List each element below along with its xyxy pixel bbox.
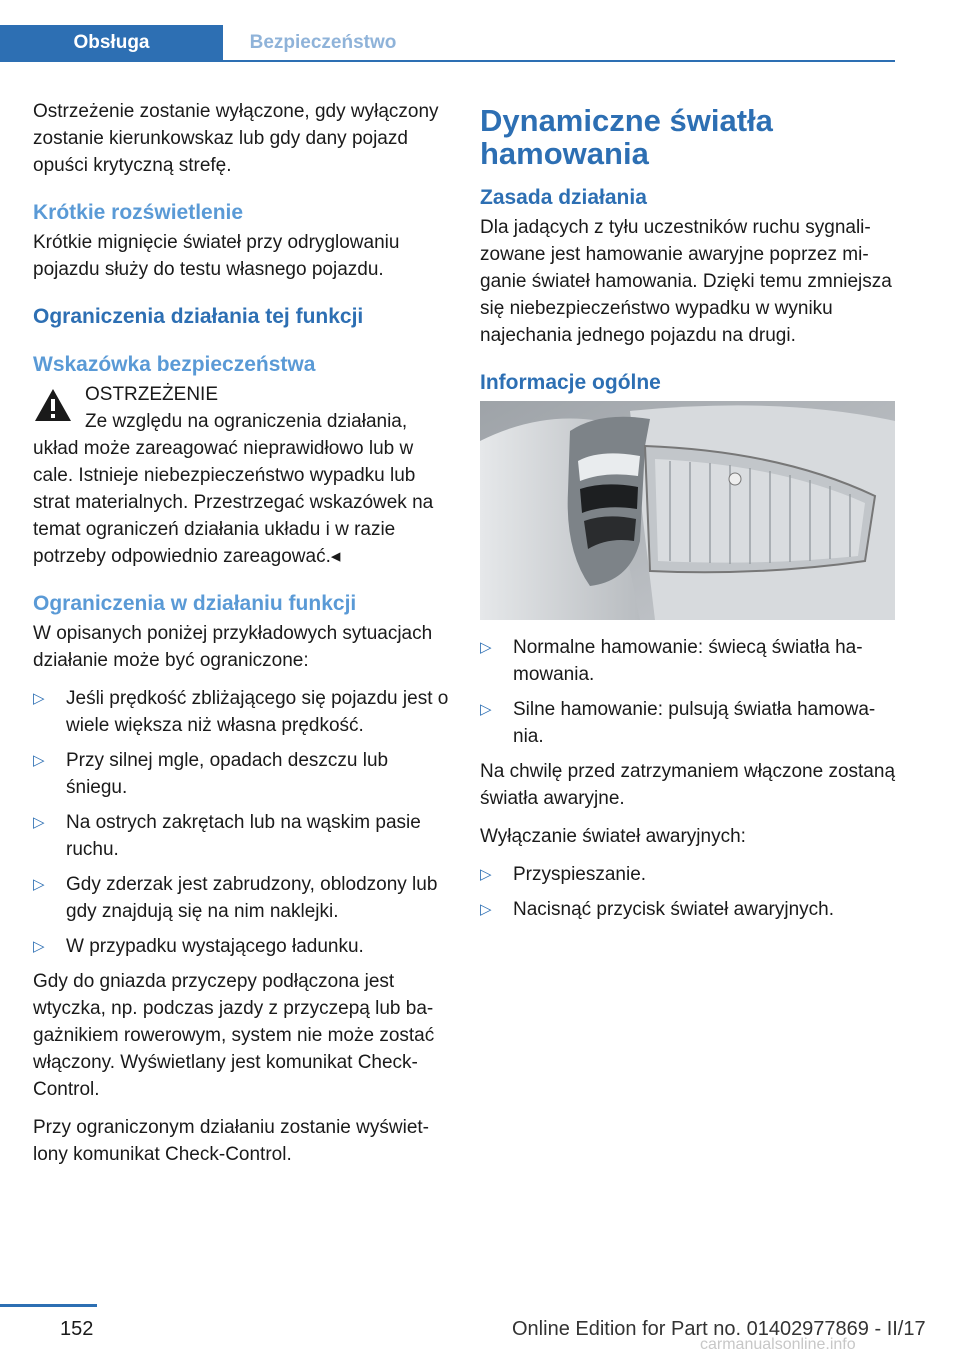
bullet-triangle-icon: ▷	[33, 690, 45, 707]
tab-obsluga[interactable]: Obsługa	[0, 25, 223, 61]
bullet-triangle-icon: ▷	[480, 866, 492, 883]
list-item: ▷ Silne hamowanie: pulsują światła hamowania.	[480, 696, 898, 750]
list-item: ▷ Przyspieszanie.	[480, 861, 898, 888]
short-flash-paragraph: Krótkie mignięcie świateł przy odryglowaniu pojazdu służy do testu własnego pojazdu.	[33, 232, 400, 280]
tail-light-image	[480, 401, 895, 620]
warning-block	[33, 381, 453, 431]
heading-safety-note: Wskazówka bezpieczeństwa	[33, 353, 316, 376]
heading-function-limits: Ograniczenia działania tej funkcji	[33, 305, 364, 328]
list-item: ▷ W przypadku wystającego ładunku.	[33, 933, 453, 960]
heading-principle: Zasada działania	[480, 186, 647, 209]
intro-paragraph: Ostrzeżenie zostanie wyłączone, gdy wyłączony zostanie kierunkowskaz lub gdy dany pojazd opuści krytyczną strefę.	[33, 101, 439, 176]
heading-short-flash: Krótkie rozświetlenie	[33, 201, 244, 224]
right-column	[480, 98, 898, 931]
warning-triangle-icon	[33, 387, 73, 423]
braking-list	[480, 634, 898, 750]
list-item: ▷ Gdy zderzak jest zabrudzony, oblodzony lub gdy znajdują się na nim naklejki.	[33, 871, 453, 925]
tab-bezpieczenstwo[interactable]: Bezpieczeństwo	[249, 32, 397, 53]
func-restrictions-paragraph: W opisanych poniżej przykładowych sytuacjach działanie może być ograniczone:	[33, 623, 433, 671]
list-item: ▷ Na ostrych zakrętach lub na wąskim pasie ruchu.	[33, 809, 453, 863]
watermark: carmanualsonline.info	[700, 1336, 856, 1353]
list-item: ▷ Nacisnąć przycisk świateł awaryjnych.	[480, 896, 898, 923]
left-column	[33, 98, 453, 1179]
heading-func-restrictions: Ograniczenia w działaniu funkcji	[33, 592, 357, 615]
limited-paragraph: Przy ograniczonym działaniu zostanie wyświetlony komunikat Check-Control.	[33, 1117, 429, 1165]
hazard-off-paragraph: Wyłączanie świateł awaryjnych:	[480, 826, 746, 847]
page-number: 152	[60, 1318, 94, 1340]
trailer-paragraph: Gdy do gniazda przyczepy podłączona jest wtyczka, np. podczas jazdy z przyczepą lub bagażnikiem rowerowym, system nie może zostać włączony. Wyświetlany jest komunikat Check-Control.	[33, 971, 435, 1100]
bullet-triangle-icon: ▷	[480, 701, 492, 718]
bullet-triangle-icon: ▷	[33, 752, 45, 769]
warning-title: OSTRZEŻENIE	[85, 384, 219, 405]
header-divider	[0, 60, 895, 62]
bullet-triangle-icon: ▷	[33, 938, 45, 955]
restrictions-list	[33, 685, 453, 960]
edition-footer: Online Edition for Part no. 01402977869 - II/17	[512, 1318, 926, 1340]
warning-text: Ze względu na ograniczenia działania, układ może zareagować nieprawidłowo lub w cale. Istnieje niebezpieczeństwo wypadku lub strat materialnych. Przestrzegać wskazówek na temat ograniczeń działania układu i w razie potrzeby odpowiednio zareagować.◂	[33, 411, 434, 567]
list-item: ▷ Normalne hamowanie: świecą światła hamowania.	[480, 634, 898, 688]
page-number-divider	[0, 1304, 97, 1307]
principle-paragraph: Dla jadących z tyłu uczestników ruchu sygnalizowane jest hamowanie awaryjne poprzez miganie świateł hamowania. Dzięki temu zmniejsza się niebezpieczeństwo wypadku w wyniku najechania jednego pojazdu na drugi.	[480, 217, 892, 346]
page-title: Dynamiczne światła hamowania	[480, 103, 773, 171]
list-item: ▷ Jeśli prędkość zbliżającego się pojazdu jest o wiele większa niż własna prędkość.	[33, 685, 453, 739]
bullet-triangle-icon: ▷	[33, 814, 45, 831]
list-item: ▷ Przy silnej mgle, opadach deszczu lub śniegu.	[33, 747, 453, 801]
bullet-triangle-icon: ▷	[480, 639, 492, 656]
heading-general-info: Informacje ogólne	[480, 371, 661, 394]
bullet-triangle-icon: ▷	[480, 901, 492, 918]
bullet-triangle-icon: ▷	[33, 876, 45, 893]
hazard-off-list	[480, 861, 898, 923]
hazard-paragraph: Na chwilę przed zatrzymaniem włączone zostaną światła awaryjne.	[480, 761, 896, 809]
